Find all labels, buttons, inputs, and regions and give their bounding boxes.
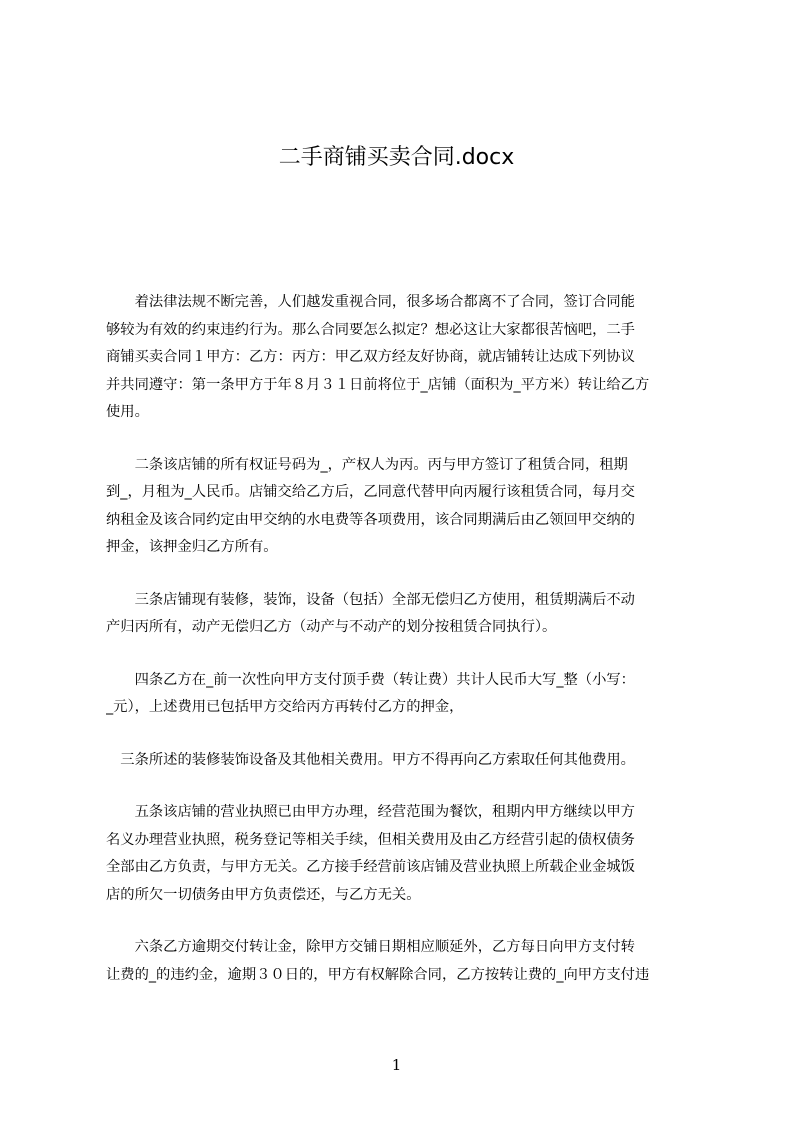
text-line: 五条该店铺的营业执照已由甲方办理，经营范围为餐饮，租期内甲方继续以甲方 <box>106 804 635 820</box>
text-line: 让费的_的违约金，逾期３０日的，甲方有权解除合同，乙方按转让费的_向甲方支付违 <box>106 966 650 983</box>
paragraph-6 <box>106 799 699 909</box>
document-body <box>106 289 699 1014</box>
text-line: 产归丙所有，动产无偿归乙方（动产与不动产的划分按租赁合同执行）。 <box>106 619 557 635</box>
text-line: 三条店铺现有装修，装饰，设备（包括）全部无偿归乙方使用，租赁期满后不动 <box>106 591 635 608</box>
paragraph-5 <box>106 747 699 775</box>
text-line: 名义办理营业执照，税务登记等相关手续，但相关费用及由乙方经营引起的债权债务 <box>106 831 635 848</box>
text-line: 押金，该押金归乙方所有。 <box>106 539 278 555</box>
text-line: 并共同遵守：第一条甲方于年８月３１日前将位于_店铺（面积为_平方米）转让给乙方 <box>106 376 650 393</box>
text-line: 纳租金及该合同约定由甲交纳的水电费等各项费用，该合同期满后由乙领回甲交纳的 <box>106 511 635 528</box>
text-line: 三条所述的装修装饰设备及其他相关费用。甲方不得再向乙方索取任何其他费用。 <box>106 751 635 768</box>
text-line: 店的所欠一切债务由甲方负责偿还，与乙方无关。 <box>106 886 421 903</box>
paragraph-7 <box>106 934 699 989</box>
text-line: 六条乙方逾期交付转让金，除甲方交铺日期相应顺延外，乙方每日向甲方支付转 <box>106 939 635 955</box>
paragraph-1 <box>106 289 699 427</box>
text-line: 使用。 <box>106 404 149 420</box>
text-line: 商铺买卖合同１甲方：乙方：丙方：甲乙双方经友好协商，就店铺转让达成下列协议 <box>106 349 635 365</box>
document-title: 二手商铺买卖合同.docx <box>278 145 515 170</box>
text-line: 着法律法规不断完善，人们越发重视合同，很多场合都离不了合同，签订合同能 <box>106 294 635 310</box>
paragraph-2 <box>106 452 699 562</box>
text-line: 够较为有效的约束违约行为。那么合同要怎么拟定？想必这让大家都很苦恼吧，二手 <box>106 321 635 338</box>
text-line: 到_，月租为_人民币。店铺交给乙方后，乙同意代替甲向丙履行该租赁合同，每月交 <box>106 484 635 500</box>
text-line: _元），上述费用已包括甲方交给丙方再转付乙方的押金， <box>106 699 464 715</box>
text-line: 二条该店铺的所有权证号码为_，产权人为丙。丙与甲方签订了租赁合同，租期 <box>106 456 628 473</box>
paragraph-3 <box>106 587 699 642</box>
page-number: 1 <box>391 1056 402 1074</box>
text-line: 全部由乙方负责，与甲方无关。乙方接手经营前该店铺及营业执照上所载企业金城饭 <box>106 859 635 875</box>
paragraph-4 <box>106 667 699 722</box>
text-line: 四条乙方在_前一次性向甲方支付顶手费（转让费）共计人民币大写_整（小写： <box>106 671 635 688</box>
